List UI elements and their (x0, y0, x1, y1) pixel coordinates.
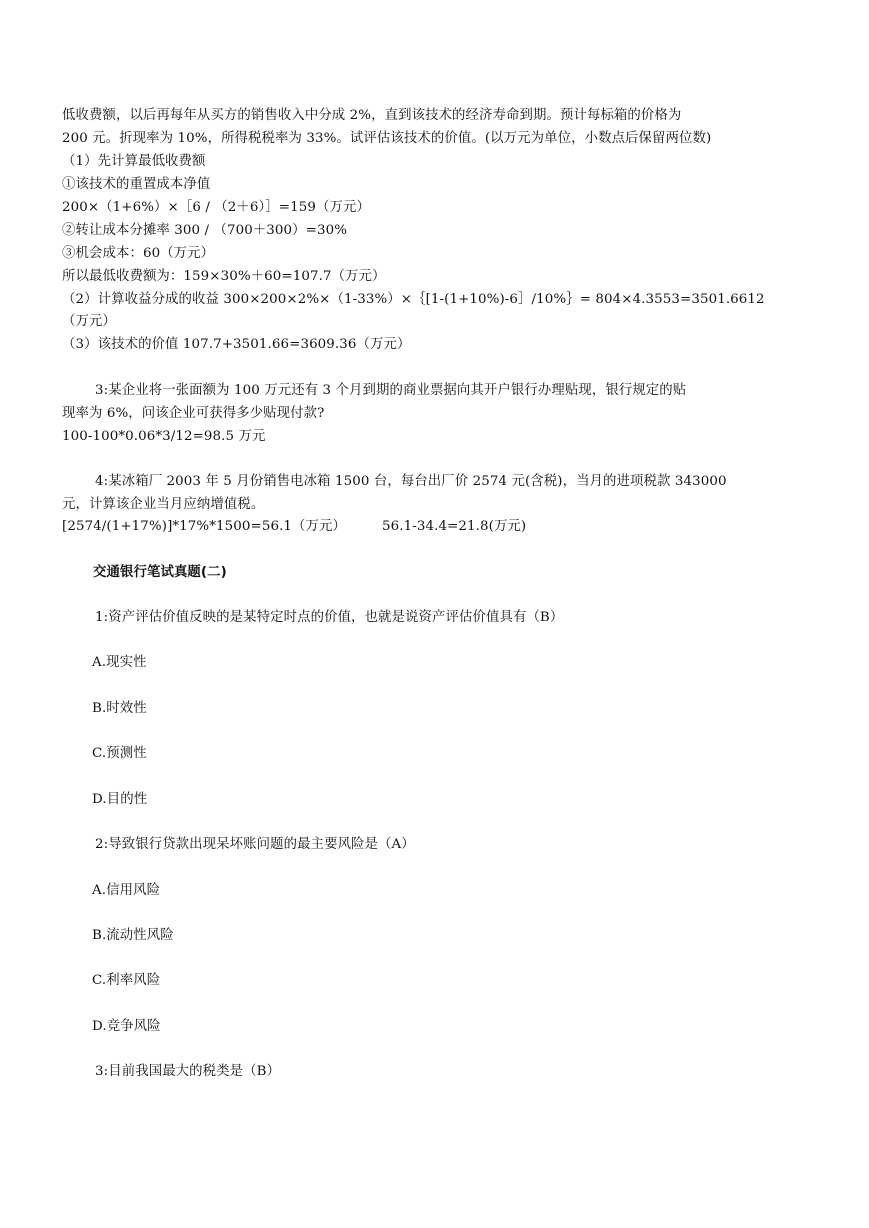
problem2-step1-item2: ②转让成本分摊率 300 / （700＋300）=30% (62, 223, 348, 238)
problem2-text-line1: 低收费额，以后再每年从买方的销售收入中分成 2%，直到该技术的经济寿命到期。预计每标箱的价格为 (62, 108, 682, 123)
problem3-text-line2: 现率为 6%，问该企业可获得多少贴现付款? (62, 406, 325, 421)
problem2-text-line2: 200 元。折现率为 10%，所得税税率为 33%。试评估该技术的价值。(以万元为单位，小数点后保留两位数) (62, 131, 712, 146)
problem2-formula-1: 200×（1+6%）×［6 / （2＋6）］=159（万元） (62, 200, 370, 215)
question-1-option-d: D.目的性 (92, 792, 148, 807)
problem2-step2: （2）计算收益分成的收益 300×200×2%×（1-33%）×｛[1-(1+10%)-6］/10%｝= 804×4.3553=3501.6612 (62, 292, 765, 307)
problem4-answer-part1: [2574/(1+17%)]*17%*1500=56.1（万元） (62, 519, 347, 534)
question-1-option-b: B.时效性 (92, 701, 147, 716)
question-1-option-a: A.现实性 (92, 655, 147, 670)
problem4-answer-part2: 56.1-34.4=21.8(万元) (382, 519, 527, 534)
problem3-answer: 100-100*0.06*3/12=98.5 万元 (62, 429, 266, 444)
problem2-step2-unit: （万元） (62, 314, 116, 329)
question-2-option-b: B.流动性风险 (92, 928, 174, 943)
problem2-step1-item3: ③机会成本：60（万元） (62, 246, 215, 261)
problem4-text-line2: 元，计算该企业当月应纳增值税。 (62, 497, 265, 512)
question-2-stem: 2:导致银行贷款出现呆坏账问题的最主要风险是（A） (95, 837, 415, 852)
section-title: 交通银行笔试真题(二) (93, 565, 227, 580)
question-1-stem: 1:资产评估价值反映的是某特定时点的价值，也就是说资产评估价值具有（B） (95, 610, 564, 625)
question-2-option-a: A.信用风险 (92, 883, 161, 898)
problem2-step1-heading: （1）先计算最低收费额 (62, 154, 206, 169)
problem4-text-line1: 4:某冰箱厂 2003 年 5 月份销售电冰箱 1500 台，每台出厂价 2574 元(含税)，当月的进项税款 343000 (95, 474, 727, 489)
problem2-min-fee: 所以最低收费额为：159×30%＋60=107.7（万元） (62, 269, 386, 284)
problem2-step1-item1: ①该技术的重置成本净值 (62, 177, 211, 192)
problem3-text-line1: 3:某企业将一张面额为 100 万元还有 3 个月到期的商业票据向其开户银行办理贴现，银行规定的贴 (95, 383, 687, 398)
question-3-stem: 3:目前我国最大的税类是（B） (95, 1064, 281, 1079)
problem4-answer (62, 518, 526, 536)
problem2-step3: （3）该技术的价值 107.7+3501.66=3609.36（万元） (62, 337, 411, 352)
question-2-option-c: C.利率风险 (92, 973, 161, 988)
question-2-option-d: D.竞争风险 (92, 1019, 161, 1034)
question-1-option-c: C.预测性 (92, 746, 147, 761)
